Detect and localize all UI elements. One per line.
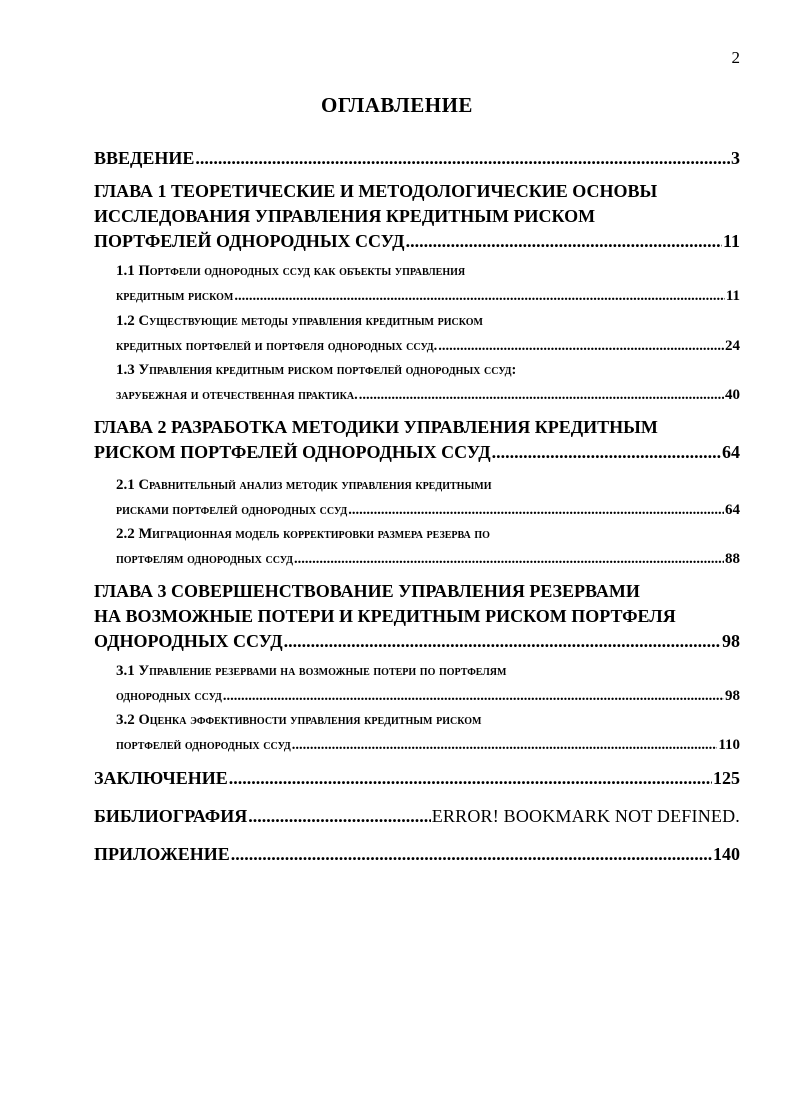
toc-entry[interactable] xyxy=(94,766,740,791)
toc-entry-text: кредитным риском xyxy=(116,288,234,304)
toc-entry-text: ОДНОРОДНЫХ ССУД xyxy=(94,631,283,651)
toc-entry-text: 3.2 Оценка эффективности управления кредитным риском xyxy=(116,712,482,728)
toc-entry-text: ГЛАВА 3 СОВЕРШЕНСТВОВАНИЕ УПРАВЛЕНИЯ РЕЗЕРВАМИ xyxy=(94,581,640,601)
toc-page-number: ERROR! BOOKMARK NOT DEFINED. xyxy=(431,806,740,826)
toc-page-number: 11 xyxy=(725,288,740,304)
toc-entry-text: РИСКОМ ПОРТФЕЛЕЙ ОДНОРОДНЫХ ССУД xyxy=(94,442,491,462)
page-number: 2 xyxy=(731,48,740,67)
toc-entry[interactable] xyxy=(94,804,740,829)
toc-entry-last-line xyxy=(116,284,740,309)
toc-entry-line xyxy=(94,579,740,604)
toc-entry-line xyxy=(116,708,740,733)
toc-leader-dots xyxy=(348,498,724,523)
toc-entry[interactable] xyxy=(94,579,740,654)
toc-entry-text: НА ВОЗМОЖНЫЕ ПОТЕРИ И КРЕДИТНЫМ РИСКОМ ПОРТФЕЛЯ xyxy=(94,606,676,626)
toc-entry-last-line xyxy=(116,383,740,408)
toc-entry[interactable] xyxy=(116,259,740,309)
toc-entry-text: ВВЕДЕНИЕ xyxy=(94,148,195,168)
toc-leader-dots xyxy=(406,229,722,254)
toc-page-number: 3 xyxy=(731,148,740,168)
toc-page-number: 11 xyxy=(722,231,740,251)
toc-page-number: 40 xyxy=(725,387,740,403)
toc-entry[interactable] xyxy=(116,358,740,408)
toc-entry-last-line xyxy=(94,146,740,171)
toc-entry[interactable] xyxy=(94,842,740,867)
toc-page-number: 140 xyxy=(713,844,740,864)
toc-page-number: 125 xyxy=(713,768,740,788)
toc-entry-last-line xyxy=(94,629,740,654)
toc-entry-text: кредитных портфелей и портфеля однородных ссуд. xyxy=(116,338,438,354)
toc-entry-number: 3.1 xyxy=(116,663,139,679)
toc-entry-last-line xyxy=(116,547,740,572)
toc-entry-text: портфелей однородных ссуд xyxy=(116,737,291,753)
toc-entry-number: 1.2 xyxy=(116,313,139,329)
toc-entry-text: рисками портфелей однородных ссуд xyxy=(116,502,348,518)
toc-entry[interactable] xyxy=(116,522,740,572)
toc-entry-text: БИБЛИОГРАФИЯ xyxy=(94,806,248,826)
toc-entry-line xyxy=(116,522,740,547)
toc-entry-text: ПРИЛОЖЕНИЕ xyxy=(94,844,230,864)
toc-entry-last-line xyxy=(94,229,740,254)
toc-entry-text: 1.1 Портфели однородных ссуд как объекты управления xyxy=(116,263,466,279)
toc-entry-last-line xyxy=(116,684,740,709)
toc-entry[interactable] xyxy=(116,309,740,359)
toc-entry-text: ИССЛЕДОВАНИЯ УПРАВЛЕНИЯ КРЕДИТНЫМ РИСКОМ xyxy=(94,206,596,226)
toc-entry-text: 1.3 Управления кредитным риском портфелей однородных ссуд: xyxy=(116,362,517,378)
toc-leader-dots xyxy=(292,733,718,758)
toc-page-number: 110 xyxy=(718,737,740,753)
toc-entry-line xyxy=(116,473,740,498)
toc-entry-line xyxy=(94,179,740,204)
toc-entry[interactable] xyxy=(116,708,740,758)
toc-leader-dots xyxy=(294,547,724,572)
toc-entry-last-line xyxy=(116,733,740,758)
toc-page-number: 24 xyxy=(725,338,740,354)
toc-leader-dots xyxy=(284,629,721,654)
toc-entry-text: ГЛАВА 1 ТЕОРЕТИЧЕСКИЕ И МЕТОДОЛОГИЧЕСКИЕ ОСНОВЫ xyxy=(94,181,658,201)
toc-leader-dots xyxy=(492,440,721,465)
toc-entry-text: 2.1 Сравнительный анализ методик управления кредитными xyxy=(116,477,492,493)
toc-entry-text: ЗАКЛЮЧЕНИЕ xyxy=(94,768,228,788)
toc-leader-dots xyxy=(223,684,724,709)
toc-entry-number: 2.2 xyxy=(116,526,139,542)
toc-entry-line xyxy=(116,259,740,284)
toc-entry-last-line xyxy=(94,766,740,791)
toc-page-number: 88 xyxy=(725,551,740,567)
toc-page-number: 98 xyxy=(722,631,740,651)
toc-title: ОГЛАВЛЕНИЕ xyxy=(321,93,473,117)
toc-page-number: 64 xyxy=(725,502,740,518)
toc-page-number: 64 xyxy=(722,442,740,462)
toc-entry-line xyxy=(116,358,740,383)
toc-entry-line xyxy=(94,604,740,629)
toc-entry-text: портфелям однородных ссуд xyxy=(116,551,293,567)
toc-leader-dots xyxy=(229,766,712,791)
toc-entry-line xyxy=(94,204,740,229)
toc-entry[interactable] xyxy=(116,473,740,523)
toc-entry-last-line xyxy=(94,842,740,867)
toc-entry-last-line xyxy=(116,334,740,359)
toc-entry-line xyxy=(116,659,740,684)
toc-leader-dots xyxy=(195,146,730,171)
toc-entry-line xyxy=(116,309,740,334)
toc-entry[interactable] xyxy=(116,659,740,709)
toc-entry-text: ГЛАВА 2 РАЗРАБОТКА МЕТОДИКИ УПРАВЛЕНИЯ КРЕДИТНЫМ xyxy=(94,417,658,437)
toc-entry-text: 3.1 Управление резервами на возможные потери по портфелям xyxy=(116,663,507,679)
toc-entry-text: ПОРТФЕЛЕЙ ОДНОРОДНЫХ ССУД xyxy=(94,231,405,251)
toc-entry-text: зарубежная и отечественная практика. xyxy=(116,387,358,403)
toc-entry-text: однородных ссуд xyxy=(116,688,222,704)
toc-entry-number: 2.1 xyxy=(116,477,139,493)
toc-entry-line xyxy=(94,415,740,440)
toc-entry-text: 1.2 Существующие методы управления кредитным риском xyxy=(116,313,483,329)
toc-entry-number: 1.3 xyxy=(116,362,139,378)
toc-entry-last-line xyxy=(94,440,740,465)
toc-entry[interactable] xyxy=(94,179,740,254)
toc-entry[interactable] xyxy=(94,415,740,465)
toc-entry-number: 1.1 xyxy=(116,263,139,279)
toc-entry-text: 2.2 Миграционная модель корректировки размера резерва по xyxy=(116,526,490,542)
toc-entry-number: 3.2 xyxy=(116,712,139,728)
toc-leader-dots xyxy=(359,383,724,408)
toc-entry[interactable] xyxy=(94,146,740,171)
toc-leader-dots xyxy=(234,284,724,309)
toc-leader-dots xyxy=(248,804,430,829)
toc-leader-dots xyxy=(231,842,712,867)
toc-entry-last-line xyxy=(116,498,740,523)
toc-page-number: 98 xyxy=(725,688,740,704)
toc-entry-last-line xyxy=(94,804,740,829)
toc-leader-dots xyxy=(438,334,724,359)
